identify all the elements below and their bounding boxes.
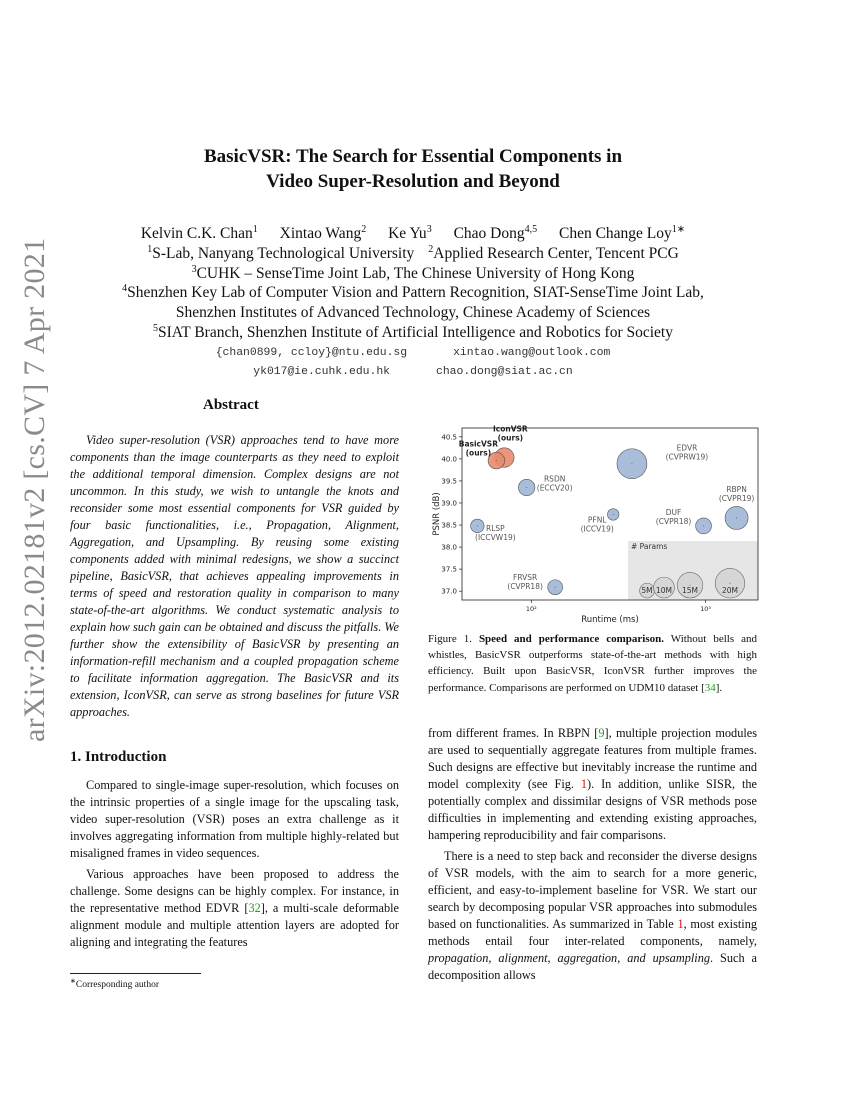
point-label: BasicVSR [458,439,498,449]
author-sup: 1 [252,224,258,235]
point-venue: (ours) [465,448,492,458]
point-venue: (CVPR18) [655,516,692,526]
intro-paragraph-3 [428,725,757,844]
caption-title: Speed and performance comparison. [478,633,664,645]
affiliation-text: CUHK – SenseTime Joint Lab, The Chinese University of Hong Kong [196,264,635,282]
author-name: Chen Change Loy [558,225,672,242]
author-block [100,224,726,343]
point-venue: (ECCV20) [536,483,573,493]
caption-label: Figure 1. [428,633,472,645]
footnote-text: Corresponding author [75,980,159,991]
data-point-center [736,517,737,518]
y-tick-label: 39.0 [441,499,457,508]
affiliation-text: S-Lab, Nanyang Technological University [152,244,415,262]
intro-paragraph-1: Compared to single-image super-resolution, which focuses on the intrinsic properties of a single image for the upscaling task, video super-resolution (VSR) poses an extra challenge as it involves aggregating information from multiple highly-related but misaligned frames in video sequences. [70,778,399,860]
point-label: EDVR [676,443,698,453]
chart-plot [432,425,758,625]
x-tick-label: 10³ [700,605,711,613]
point-venue: (CVPRW19) [665,452,709,462]
y-tick-label: 38.5 [441,521,457,530]
footnote [70,977,159,990]
point-venue: (ICCVW19) [475,532,516,542]
abstract-paragraph: Video super-resolution (VSR) approaches tend to have more components than the image counterparts as they need to exploit the additional temporal dimension. Complex designs are not uncommon. In this study, we wish to untangle the knots and reconsider some most essential components for VSR guided by four basic functionalities, i.e., Propagation, Alignment, Aggregation, and Upsampling. By reusing some existing components added with minimal redesigns, we show a succinct pipeline, BasicVSR, that achieves appealing improvements in terms of speed and restoration quality in comparison to many state-of-the-art algorithms. We conduct systematic analysis to explain how such gain can be obtained and discuss the pitfalls. We further show the extensibility of BasicVSR by presenting an information-refill mechanism and a coupled propagation scheme to facilitate information aggregation. The BasicVSR and its extension, IconVSR, can serve as strong baselines for future VSR approaches. [70,433,399,719]
affiliation-sup: 4 [122,283,128,295]
email: chao.dong@siat.ac.cn [436,366,573,378]
author-sup: 4,5 [524,224,538,235]
text-run: . Such a decomposition allows [428,951,757,982]
data-point-center [477,525,478,526]
point-label: FRVSR [513,573,538,583]
email: yk017@ie.cuhk.edu.hk [253,366,390,378]
text-run: from different frames. In RBPN [ [428,726,599,740]
data-point-center [526,487,527,488]
intro-body-left [70,777,399,951]
table-link[interactable]: 1 [677,917,684,931]
point-venue: (CVPR19) [718,493,755,503]
point-label: RSDN [543,474,566,484]
author-name: Chao Dong [453,225,525,242]
data-point-center [613,514,614,515]
abstract-heading: Abstract [203,397,259,413]
point-label: DUF [665,507,682,517]
affiliation-sup: 5 [153,322,159,334]
data-point-center [631,463,632,464]
author-name: Ke Yu [388,225,427,242]
legend-label: 15M [681,586,699,595]
text-run: Various approaches have been proposed to address the challenge. Some designs can be highly complex. For instance, in the representative method EDVR [ [70,867,399,915]
intro-heading: 1. Introduction [70,749,167,765]
affiliation-line [100,323,726,343]
point-venue: (ICCV19) [580,524,614,534]
text-run: ], multiple projection modules are used to sequentially aggregate features from multiple frames. Such designs are effective but inevitably increase the runtime and model complexity (see Fig. [428,726,758,791]
author-sup: 2 [361,224,367,235]
affiliation-text: Applied Research Center, Tencent PCG [433,244,679,262]
affiliation-line [100,303,726,323]
text-run: , most existing methods entail four inter-related components, namely, [428,917,758,948]
affiliation-text: Shenzhen Institutes of Advanced Technology, Chinese Academy of Sciences [175,304,651,322]
affiliation-line [100,264,726,284]
figure-link[interactable]: 1 [580,777,588,791]
footnote-mark: ∗ [70,977,76,985]
x-tick-label: 10² [525,605,537,613]
y-axis-label: PSNR (dB) [432,492,442,536]
speed-performance-chart [428,420,763,628]
abstract-body [70,432,399,721]
legend-title: # Params [631,542,668,551]
point-label: RBPN [726,484,747,494]
intro-paragraph-4 [428,848,757,984]
legend-bubble-center [730,583,731,584]
data-point-center [555,587,556,588]
y-tick-label: 37.0 [441,587,457,596]
affiliation-line [100,283,726,303]
point-label: RLSP [486,523,505,533]
point-venue: (CVPR18) [507,582,543,592]
y-tick-label: 37.5 [441,565,457,574]
text-run: ], a multi-scale deformable alignment module and multiple attention layers are adopted for aligning and integrating the features [70,901,400,949]
y-tick-label: 40.5 [441,433,457,442]
arxiv-identifier: arXiv:2012.02181v2 [cs.CV] 7 Apr 2021 [18,237,51,742]
y-tick-label: 38.0 [441,543,457,552]
data-point-center [496,460,497,461]
point-label: PFNL [587,515,607,525]
text-run: ). In addition, unlike SISR, the potentially complex and dissimilar designs of VSR methods pose difficulties in implementing and extending existing approaches, hampering reproducibility and fair comparisons. [428,777,758,842]
legend-label: 5M [641,586,653,595]
figure-caption [428,631,757,696]
author-sup: 1∗ [671,224,686,235]
caption-text: ]. [715,681,723,694]
author-list [100,224,726,244]
text-run: There is a need to step back and reconsider the diverse designs of VSR models, with the aim to search for a more generic, efficient, and easy-to-implement baseline for VSR. We start our search by decomposing popular VSR approaches into submodules based on functionalities. As summarized in Table [428,849,757,931]
affiliation-text: Shenzhen Key Lab of Computer Vision and Pattern Recognition, SIAT-SenseTime Joint Lab, [127,284,704,302]
email: {chan0899, ccloy}@ntu.edu.sg [215,347,408,359]
text-run: propagation, alignment, aggregation, and upsampling [428,951,710,965]
paper-title [150,144,676,194]
author-name: Kelvin C.K. Chan [140,225,253,242]
x-axis-label: Runtime (ms) [581,615,639,625]
intro-paragraph-2 [70,866,399,951]
citation-link[interactable]: 34 [704,681,716,694]
email: xintao.wang@outlook.com [453,347,611,359]
citation-link[interactable]: 9 [598,726,605,740]
affiliation-sup: 2 [428,243,434,255]
caption-text: Without bells and whistles, BasicVSR outperforms state-of-the-art methods with high efficiency. Built upon BasicVSR, IconVSR further improves the performance. Comparisons are performed on UDM10 dataset [ [428,633,757,694]
author-sup: 3 [426,224,432,235]
point-label: IconVSR [492,424,528,434]
email-block [100,344,726,382]
affiliation-line [100,244,726,264]
legend-label: 20M [721,586,739,595]
citation-link[interactable]: 32 [248,901,261,915]
title-line-2: Video Super-Resolution and Beyond [266,171,560,192]
footnote-rule [70,973,201,974]
affiliation-sup: 1 [147,243,153,255]
y-tick-label: 39.5 [441,477,457,486]
affiliation-sup: 3 [191,263,197,275]
author-name: Xintao Wang [279,225,362,242]
intro-body-right [428,725,757,984]
legend-label: 10M [655,586,673,595]
data-point-center [703,525,704,526]
title-line-1: BasicVSR: The Search for Essential Components in [203,146,623,167]
y-tick-label: 40.0 [441,455,457,464]
affiliation-text: SIAT Branch, Shenzhen Institute of Artificial Intelligence and Robotics for Society [158,323,673,341]
point-venue: (ours) [497,433,524,443]
